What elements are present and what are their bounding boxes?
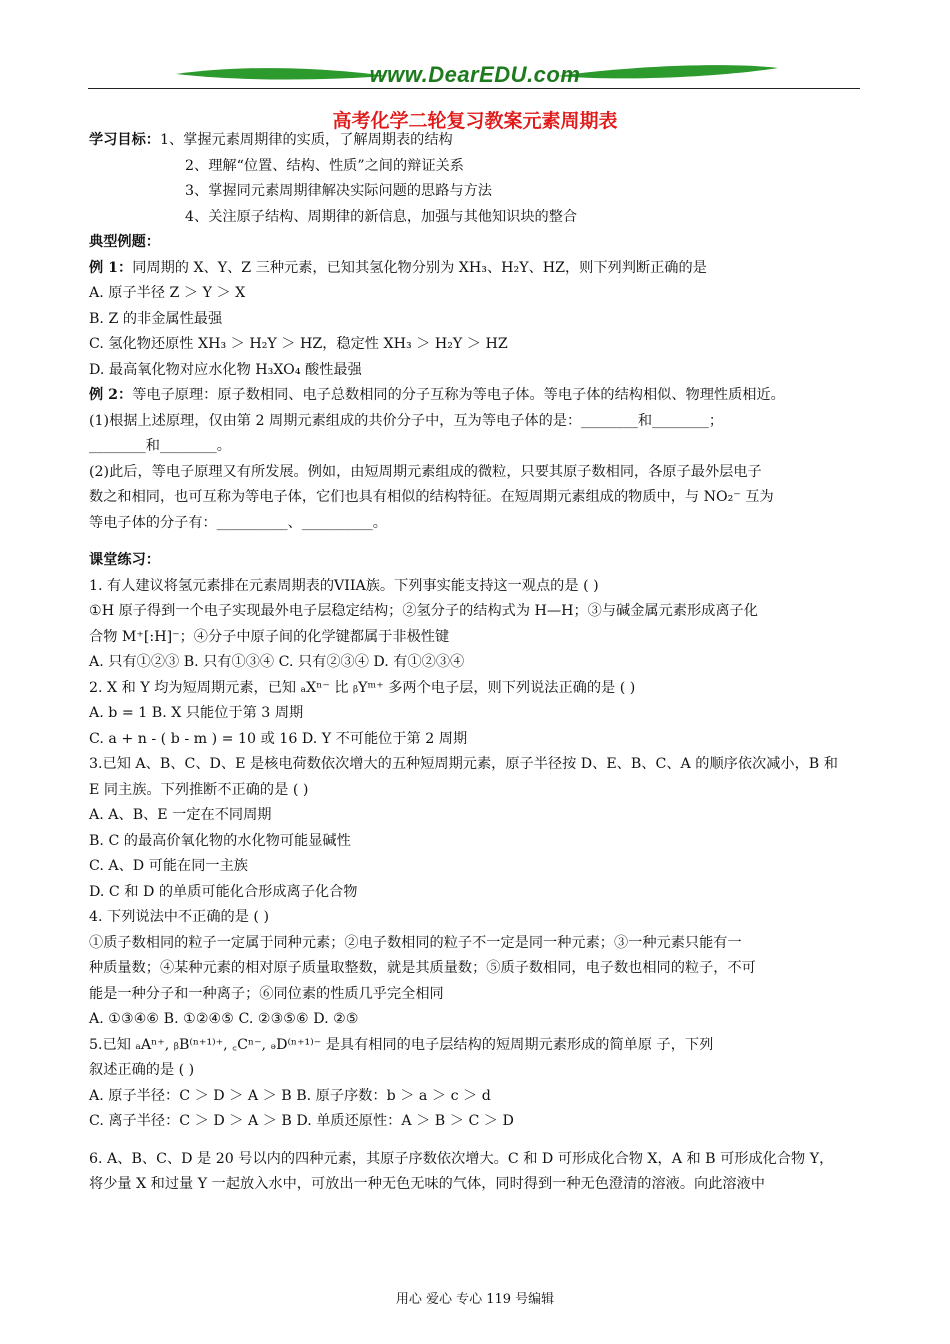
section-label: 例 1： (89, 259, 133, 276)
line-text: A. 只有①②③ B. 只有①③④ C. 只有②③④ D. 有①②③④ (89, 654, 465, 670)
text-line (89, 829, 874, 855)
line-text: E 同主族。下列推断不正确的是 ( ) (89, 781, 309, 798)
line-text: D. 最高氧化物对应水化物 H₃XO₄ 酸性最强 (89, 361, 362, 378)
line-text: 数之和相同，也可互称为等电子体，它们也具有相似的结构特征。在短周期元素组成的物质中，与 NO₂⁻ 互为 (89, 489, 774, 505)
line-text: A. A、B、E 一定在不同周期 (89, 807, 272, 823)
line-text: 2、理解“位置、结构、性质”之间的辩证关系 (185, 157, 464, 174)
line-text: 4. 下列说法中不正确的是 ( ) (89, 909, 270, 925)
line-text: (1)根据上述原理，仅由第 2 周期元素组成的共价分子中，互为等电子体的是：________和________； (89, 412, 724, 429)
line-text: A. 原子半径 Z ＞ Y ＞ X (89, 285, 246, 301)
text-line (89, 650, 874, 676)
line-text: ①质子数相同的粒子一定属于同种元素；②电子数相同的粒子不一定是同一种元素；③一种元素只能有一 (89, 934, 742, 951)
text-line (89, 434, 874, 460)
line-text: B. C 的最高价氧化物的水化物可能显碱性 (89, 832, 351, 849)
line-text: C. 离子半径：C ＞ D ＞ A ＞ B D. 单质还原性：A ＞ B ＞ C ＞ D (89, 1113, 514, 1129)
text-line (89, 1007, 874, 1033)
text-line (89, 905, 874, 931)
line-text: (2)此后，等电子原理又有所发展。例如，由短周期元素组成的微粒，只要其原子数相同，各原子最外层电子 (89, 463, 762, 480)
text-line (89, 281, 874, 307)
text-line (89, 676, 874, 702)
text-line (89, 230, 874, 256)
header-logo-text: www.DearEDU.com (369, 62, 581, 87)
section-label: 例 2： (89, 387, 133, 403)
line-text: 将少量 X 和过量 Y 一起放入水中，可放出一种无色无味的气体，同时得到一种无色澄清的溶液。向此溶液中 (89, 1176, 765, 1192)
line-text: 同周期的 X、Y、Z 三种元素，已知其氢化物分别为 XH₃、H₂Y、HZ，则下列判断正确的是 (132, 259, 707, 276)
line-text: C. 氢化物还原性 XH₃ ＞ H₂Y ＞ HZ，稳定性 XH₃ ＞ H₂Y ＞ HZ (89, 336, 508, 352)
text-line (89, 778, 874, 804)
line-text: C. a + n - ( b - m ) = 10 或 16 D. Y 不可能位于第 2 周期 (89, 730, 468, 747)
document-title: 高考化学二轮复习教案元素周期表 (332, 110, 618, 132)
line-text: ________和________。 (89, 438, 231, 454)
line-text: D. C 和 D 的单质可能化合形成离子化合物 (89, 883, 358, 900)
text-line (89, 1147, 874, 1173)
line-text: 等电子体的分子有：__________、__________。 (89, 514, 387, 531)
text-line (89, 460, 874, 486)
line-text: C. A、D 可能在同一主族 (89, 858, 248, 874)
text-line (89, 982, 874, 1008)
text-line (89, 574, 874, 600)
header-rule (88, 88, 860, 89)
text-line (89, 625, 874, 651)
line-text: 合物 M⁺[:H]⁻；④分子中原子间的化学键都属于非极性键 (89, 628, 450, 645)
line-text: 3.已知 A、B、C、D、E 是核电荷数依次增大的五种短周期元素，原子半径按 D、E、B、C、A 的顺序依次减小，B 和 (89, 756, 838, 772)
line-text: 叙述正确的是 ( ) (89, 1062, 195, 1078)
text-line (89, 485, 874, 511)
line-text: A. ①③④⑥ B. ①②④⑤ C. ②③⑤⑥ D. ②⑤ (89, 1011, 359, 1027)
text-line (89, 548, 874, 574)
line-text: 3、掌握同元素周期律解决实际问题的思路与方法 (185, 183, 492, 199)
text-line (89, 880, 874, 906)
text-line (89, 803, 874, 829)
document-body (89, 128, 874, 1198)
text-line (89, 383, 874, 409)
text-line (89, 179, 874, 205)
text-line (89, 1058, 874, 1084)
text-line (89, 409, 874, 435)
line-text: 1. 有人建议将氢元素排在元素周期表的VIIA族。下列事实能支持这一观点的是 ( ) (89, 577, 599, 594)
text-line (89, 599, 874, 625)
line-text: 2. X 和 Y 均为短周期元素，已知 ₐXⁿ⁻ 比 ᵦYᵐ⁺ 多两个电子层，则下列说法正确的是 ( ) (89, 679, 636, 696)
text-line (89, 1033, 874, 1059)
line-text: 能是一种分子和一种离子；⑥同位素的性质几乎完全相同 (89, 985, 444, 1002)
text-line (89, 1172, 874, 1198)
line-text: 5.已知 ₐAⁿ⁺, ᵦB⁽ⁿ⁺¹⁾⁺, ꜀Cⁿ⁻, ₔD⁽ⁿ⁺¹⁾⁻ 是具有相同的电子层结构的短周期元素形成的简单原 子，下列 (89, 1036, 714, 1053)
text-line (89, 205, 874, 231)
text-line (89, 956, 874, 982)
line-text: B. Z 的非金属性最强 (89, 310, 223, 327)
section-label: 课堂练习： (89, 552, 160, 568)
text-line (89, 358, 874, 384)
line-text: 6. A、B、C、D 是 20 号以内的四种元素，其原子序数依次增大。C 和 D 可形成化合物 X，A 和 B 可形成化合物 Y， (89, 1150, 834, 1167)
line-text: 1、掌握元素周期律的实质，了解周期表的结构 (159, 132, 453, 148)
line-text: A. b = 1 B. X 只能位于第 3 周期 (89, 705, 304, 721)
text-line (89, 1084, 874, 1110)
text-line (89, 332, 874, 358)
text-line (89, 727, 874, 753)
text-line (89, 854, 874, 880)
line-text: ①H 原子得到一个电子实现最外电子层稳定结构；②氢分子的结构式为 H—H；③与碱金属元素形成离子化 (89, 603, 758, 619)
text-line (89, 154, 874, 180)
line-text: 种质量数；④某种元素的相对原子质量取整数，就是其质量数；⑤质子数相同，电子数也相同的粒子，不可 (89, 960, 756, 976)
section-label: 典型例题： (89, 234, 160, 250)
line-text: A. 原子半径：C ＞ D ＞ A ＞ B B. 原子序数：b ＞ a ＞ c ＞ d (89, 1087, 491, 1104)
section-label: 学习目标： (89, 132, 160, 148)
text-line (89, 1109, 874, 1135)
text-line (89, 256, 874, 282)
text-line (89, 931, 874, 957)
text-line (89, 511, 874, 537)
text-line (89, 128, 874, 154)
text-line (89, 1135, 874, 1147)
line-text: 4、关注原子结构、周期律的新信息，加强与其他知识块的整合 (185, 208, 578, 225)
line-text: 等电子原理：原子数相同、电子总数相同的分子互称为等电子体。等电子体的结构相似、物理性质相近。 (132, 387, 785, 403)
text-line (89, 307, 874, 333)
page-footer: 用心 爱心 专心 119 号编辑 (395, 1292, 555, 1307)
text-line (89, 752, 874, 778)
text-line (89, 536, 874, 548)
text-line (89, 701, 874, 727)
